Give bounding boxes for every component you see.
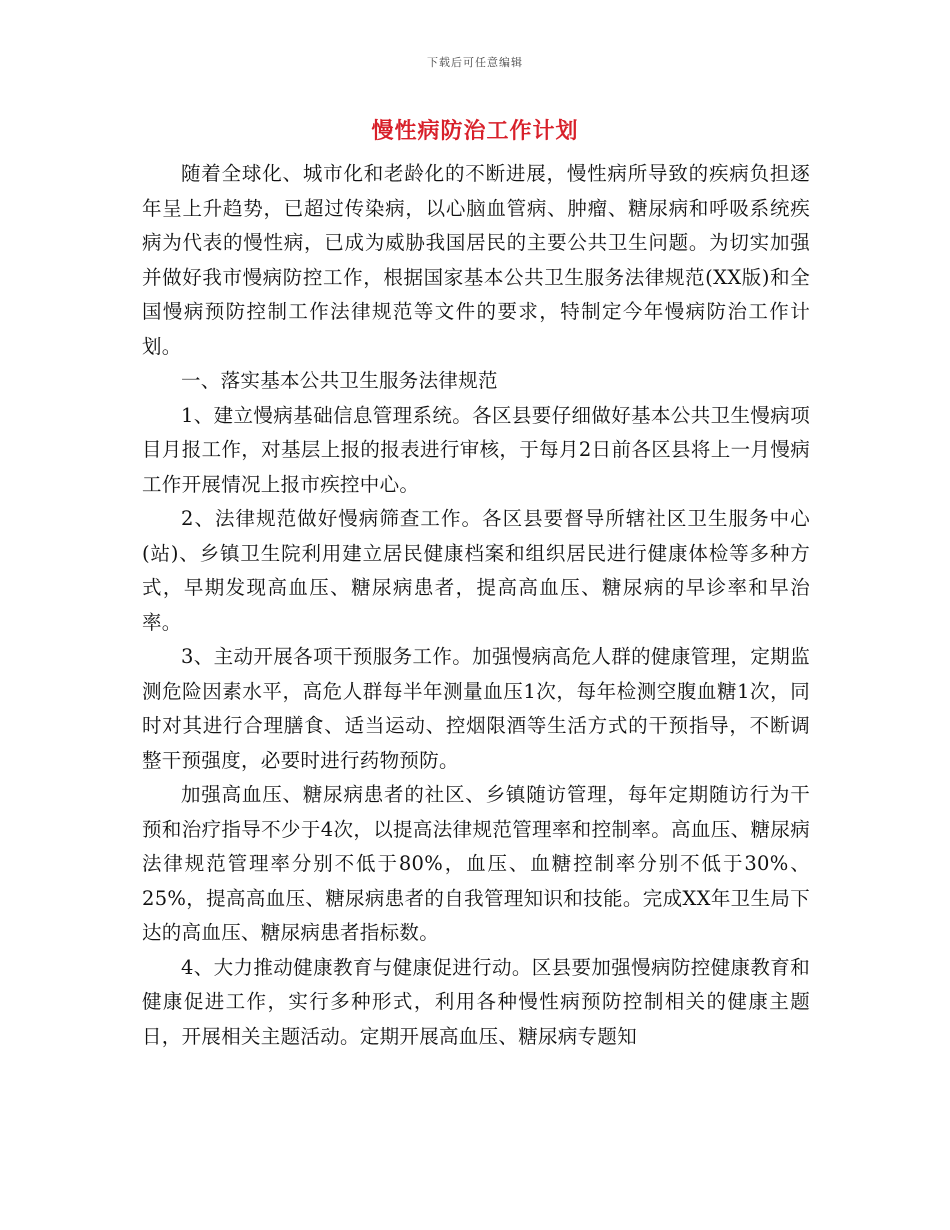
paragraph-item-1: 1、建立慢病基础信息管理系统。各区县要仔细做好基本公共卫生慢病项目月报工作，对基层上报的报表进行审核，于每月2日前各区县将上一月慢病工作开展情况上报市疾控中心。 bbox=[142, 403, 810, 496]
document-title: 慢性病防治工作计划 bbox=[371, 118, 579, 144]
header-note: 下载后可任意编辑 bbox=[427, 56, 523, 69]
paragraph-item-4: 4、大力推动健康教育与健康促进行动。区县要加强慢病防控健康教育和健康促进工作，实行多种形式，利用各种慢性病预防控制相关的健康主题日，开展相关主题活动。定期开展高血压、糖尿病专题知 bbox=[142, 955, 810, 1048]
paragraph-followup: 加强高血压、糖尿病患者的社区、乡镇随访管理，每年定期随访行为干预和治疗指导不少于4次，以提高法律规范管理率和控制率。高血压、糖尿病法律规范管理率分别不低于80%，血压、血糖控制率分别不低于30%、25%，提高高血压、糖尿病患者的自我管理知识和技能。完成XX年卫生局下达的高血压、糖尿病患者指标数。 bbox=[142, 783, 810, 944]
document-body bbox=[142, 157, 810, 1054]
paragraph-item-3: 3、主动开展各项干预服务工作。加强慢病高危人群的健康管理，定期监测危险因素水平，高危人群每半年测量血压1次，每年检测空腹血糖1次，同时对其进行合理膳食、适当运动、控烟限酒等生活方式的干预指导，不断调整干预强度，必要时进行药物预防。 bbox=[142, 645, 810, 772]
paragraph-intro: 随着全球化、城市化和老龄化的不断进展，慢性病所导致的疾病负担逐年呈上升趋势，已超过传染病，以心脑血管病、肿瘤、糖尿病和呼吸系统疾病为代表的慢性病，已成为威胁我国居民的主要公共卫生问题。为切实加强并做好我市慢病防控工作，根据国家基本公共卫生服务法律规范(XX版)和全国慢病预防控制工作法律规范等文件的要求，特制定今年慢病防治工作计划。 bbox=[142, 162, 810, 358]
section-heading-1: 一、落实基本公共卫生服务法律规范 bbox=[181, 369, 498, 392]
paragraph-item-2: 2、法律规范做好慢病筛查工作。各区县要督导所辖社区卫生服务中心(站)、乡镇卫生院利用建立居民健康档案和组织居民进行健康体检等多种方式，早期发现高血压、糖尿病患者，提高高血压、糖尿病的早诊率和早治率。 bbox=[142, 507, 810, 634]
